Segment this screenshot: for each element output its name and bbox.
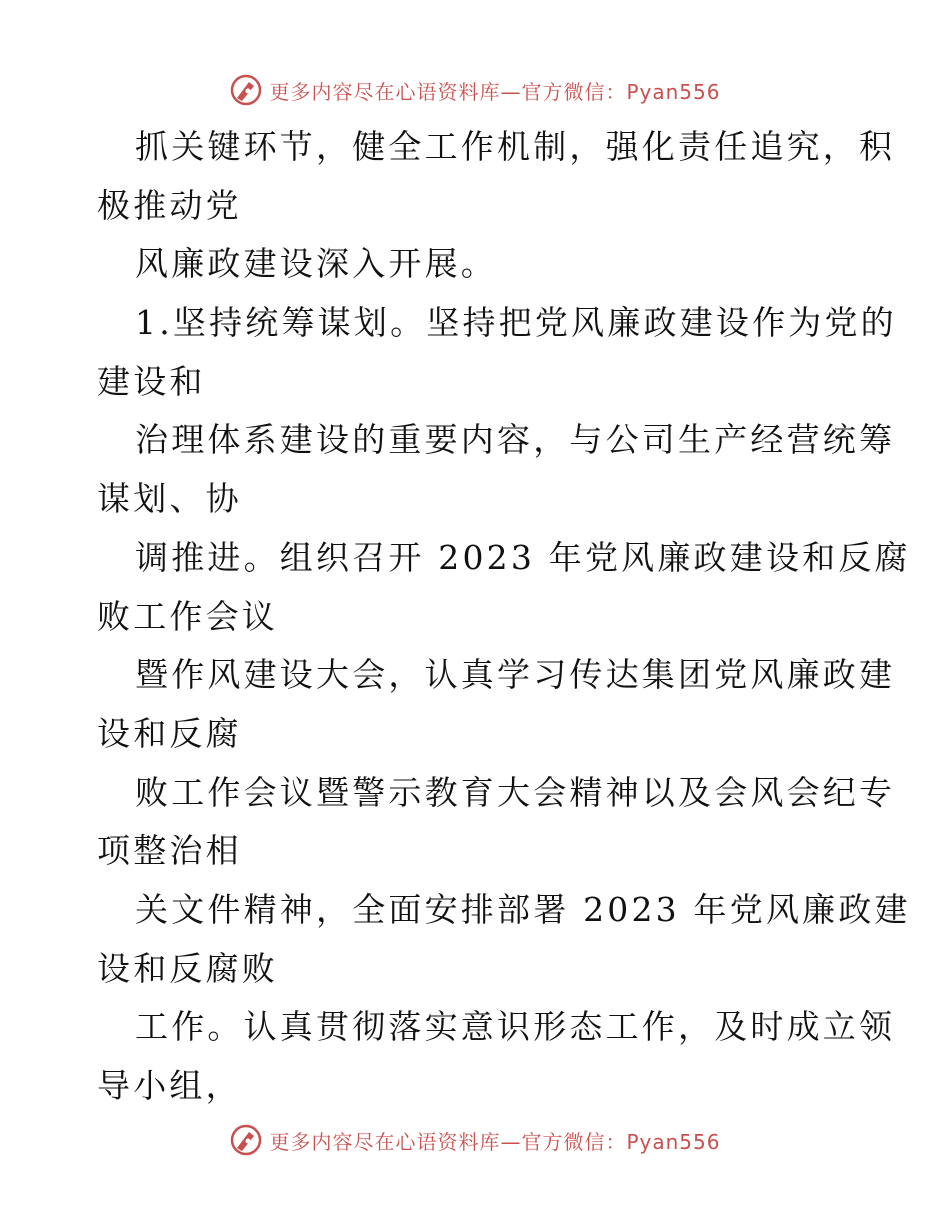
header-banner-text: 更多内容尽在心语资料库—官方微信：Pyan556: [269, 79, 721, 104]
text-line: 设和反腐败: [97, 948, 278, 988]
footer-banner-text: 更多内容尽在心语资料库—官方微信：Pyan556: [269, 1129, 721, 1154]
text-line: 风廉政建设深入开展。: [135, 244, 497, 284]
pen-logo-icon: [229, 73, 263, 107]
text-line: 建设和: [97, 361, 206, 401]
text-line: 调推进。组织召开 2023 年党风廉政建设和反腐: [135, 537, 911, 577]
text-line: 抓关键环节，健全工作机制，强化责任追究，积: [135, 127, 896, 166]
text-line: 败工作会议: [97, 596, 278, 636]
text-line: 关文件精神，全面安排部署 2023 年党风廉政建: [135, 889, 911, 929]
text-line: 谋划、协: [97, 479, 242, 519]
text-line: 导小组，: [97, 1066, 242, 1105]
footer-banner: [0, 1120, 950, 1160]
text-line: 工作。认真贯彻落实意识形态工作，及时成立领: [135, 1007, 896, 1047]
text-line: 暨作风建设大会，认真学习传达集团党风廉政建: [135, 655, 896, 695]
text-line: 治理体系建设的重要内容，与公司生产经营统筹: [135, 420, 896, 460]
text-line: 败工作会议暨警示教育大会精神以及会风会纪专: [135, 772, 896, 812]
header-banner: [0, 70, 950, 110]
text-line: 设和反腐: [97, 713, 242, 753]
document-body: [97, 118, 911, 1116]
text-line: 1.坚持统筹谋划。坚持把党风廉政建设作为党的: [135, 303, 897, 343]
pen-logo-icon: [229, 1123, 263, 1157]
text-line: 项整治相: [97, 831, 242, 871]
text-line: 极推动党: [97, 185, 242, 225]
